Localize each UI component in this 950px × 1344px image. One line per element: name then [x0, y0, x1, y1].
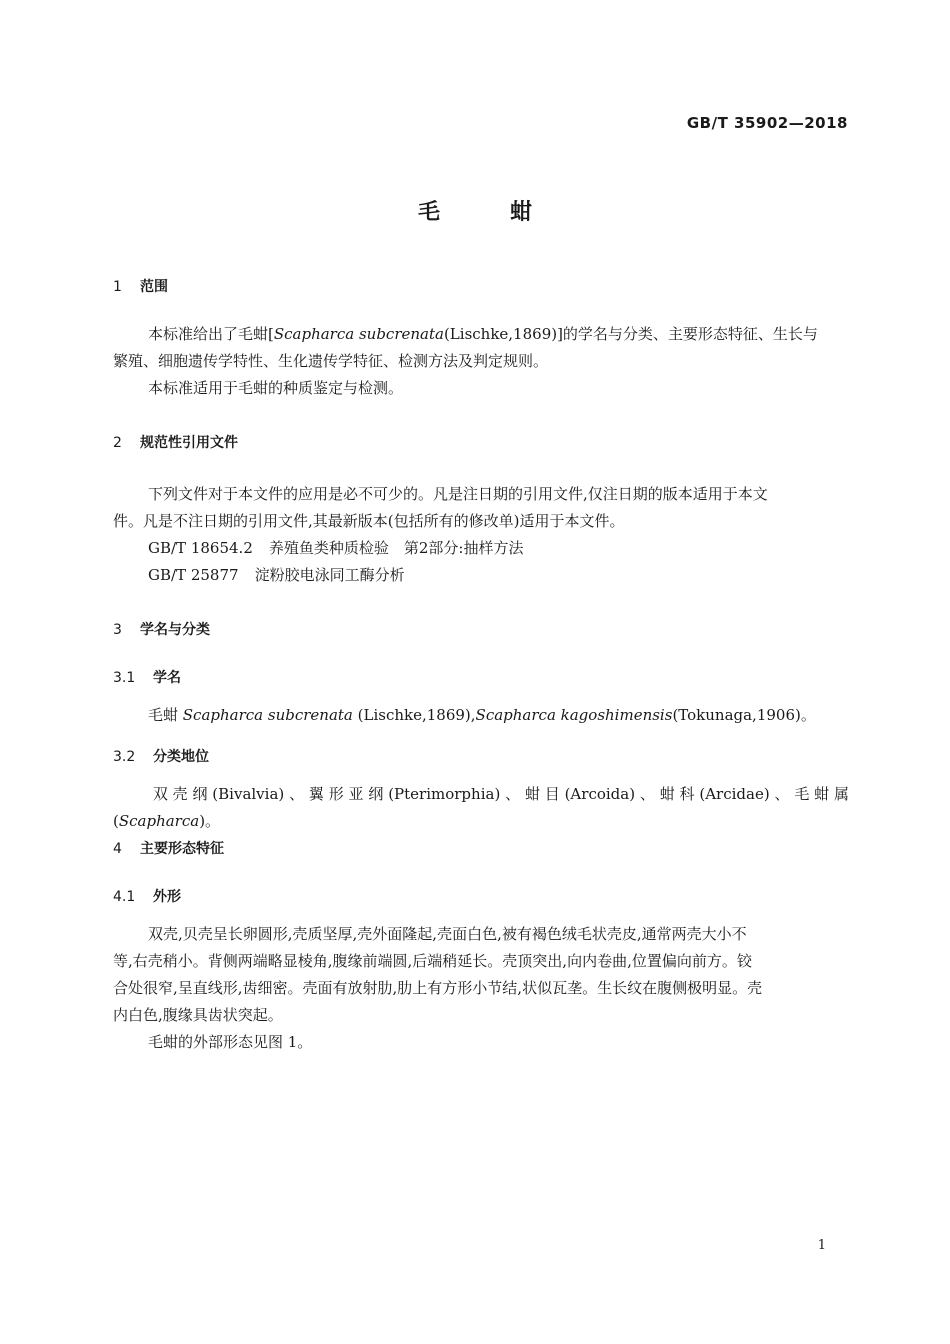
page-number: 1: [817, 1238, 826, 1253]
text-line: 双壳,贝壳呈长卵圆形,壳质坚厚,壳外面隆起,壳面白色,被有褐色绒毛状壳皮,通常两壳大小不: [148, 925, 747, 943]
text-run: (Lischke,1869)]的学名与分类、主要形态特征、生长与: [443, 325, 818, 343]
section-1-heading: [113, 276, 168, 296]
scientific-name: Scapharca subcrenata: [182, 706, 353, 724]
section-3-2-paragraph: [113, 781, 849, 835]
page-title: 毛蚶: [417, 200, 602, 225]
section-2-heading: [113, 432, 238, 452]
section-title: 分类地位: [153, 749, 209, 765]
normative-reference: [148, 535, 523, 562]
section-3-1-paragraph: [113, 702, 849, 729]
scientific-name: Scapharca kagoshimensis: [475, 706, 673, 724]
section-number: 4: [113, 841, 122, 857]
text-run: 繁殖、细胞遗传学特性、生化遗传学特征、检测方法及判定规则。: [113, 352, 549, 370]
section-title: 主要形态特征: [140, 841, 224, 857]
text-line: 内白色,腹缘具齿状突起。: [113, 1006, 283, 1024]
section-title: 规范性引用文件: [140, 435, 238, 451]
section-4-1-paragraph-1: [113, 921, 849, 1029]
section-title: 学名与分类: [140, 622, 210, 638]
text-run: 毛蚶的外部形态见图 1。: [148, 1033, 313, 1051]
section-number: 3: [113, 622, 122, 638]
scientific-name: Scapharca subcrenata: [273, 325, 444, 343]
standard-code: GB/T 35902—2018: [686, 114, 848, 132]
text-run: (Lischke,1869),: [352, 706, 476, 724]
text-run: 下列文件对于本文件的应用是必不可少的。凡是注日期的引用文件,仅注日期的版本适用于本文: [148, 485, 768, 503]
section-3-1-heading: [113, 667, 181, 687]
text-run: (Tokunaga,1906)。: [672, 706, 816, 724]
text-run: )。: [199, 812, 221, 830]
section-1-paragraph-2: [113, 375, 849, 402]
section-title: 学名: [153, 670, 181, 686]
section-4-1-paragraph-2: [113, 1029, 849, 1056]
section-number: 3.2: [113, 749, 136, 765]
scientific-name: Scapharca: [118, 812, 200, 830]
section-number: 4.1: [113, 889, 136, 905]
section-title: 范围: [140, 279, 168, 295]
text-run: 双壳纲(Bivalvia)、翼形亚纲(Pterimorphia)、蚶目(Arcoida)、蚶科(Arcidae)、毛蚶属(: [113, 785, 849, 830]
text-line: 等,右壳稍小。背侧两端略显棱角,腹缘前端圆,后端稍延长。壳顶突出,向内卷曲,位置偏向前方。铰: [113, 952, 752, 970]
section-4-heading: [113, 838, 224, 858]
section-4-1-heading: [113, 886, 181, 906]
section-number: 3.1: [113, 670, 136, 686]
section-number: 1: [113, 279, 122, 295]
text-line: 合处很窄,呈直线形,齿细密。壳面有放射肋,肋上有方形小节结,状似瓦垄。生长纹在腹侧极明显。壳: [113, 979, 763, 997]
normative-reference: [148, 562, 405, 589]
reference-code: GB/T 18654.2: [148, 539, 253, 557]
section-title: 外形: [153, 889, 181, 905]
reference-code: GB/T 25877: [148, 566, 239, 584]
section-3-2-heading: [113, 746, 209, 766]
text-run: 本标准给出了毛蚶[: [148, 325, 274, 343]
text-run: 毛蚶: [148, 706, 183, 724]
text-run: 本标准适用于毛蚶的种质鉴定与检测。: [148, 379, 404, 397]
text-run: 件。凡是不注日期的引用文件,其最新版本(包括所有的修改单)适用于本文件。: [113, 512, 625, 530]
section-2-paragraph-1: [113, 481, 849, 535]
section-1-paragraph-1: [113, 321, 849, 375]
reference-title: 养殖鱼类种质检验 第2部分:抽样方法: [268, 539, 524, 557]
section-3-heading: [113, 619, 210, 639]
section-number: 2: [113, 435, 122, 451]
reference-title: 淀粉胶电泳同工酶分析: [254, 566, 405, 584]
